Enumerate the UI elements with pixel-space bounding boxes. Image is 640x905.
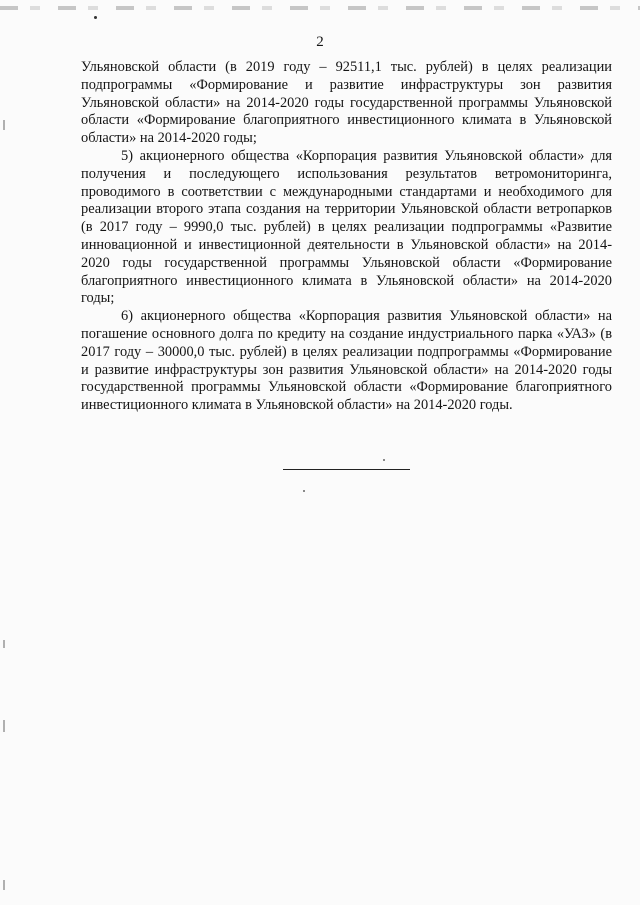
scan-edge-mark	[3, 720, 5, 732]
paragraph-item-6: 6) акционерного общества «Корпорация развития Ульяновской области» на погашение основного долга по кредиту на создание индустриального парка «УАЗ» (в 2017 году – 30000,0 тыс. рублей) в целях реализации подпрограммы «Формирование и развитие инфраструктуры зон развития Ульяновской области» на 2014-2020 годы государственной программы Ульяновской области «Формирование благоприятного инвестиционного климата в Ульяновской области» на 2014-2020 годы.	[81, 308, 612, 414]
paragraph-continuation: Ульяновской области (в 2019 году – 92511,1 тыс. рублей) в целях реализации подпрограммы «Формирование и развитие инфраструктуры зон развития Ульяновской области» на 2014-2020 годы государственной программы Ульяновской области «Формирование благоприятного инвестиционного климата в Ульяновской области» на 2014-2020 годы;	[81, 59, 612, 147]
document-body	[81, 59, 612, 415]
scan-edge-mark	[3, 880, 5, 890]
scan-speck	[94, 16, 97, 19]
scan-edge-mark	[3, 640, 5, 648]
page-number: 2	[316, 34, 324, 50]
scan-edge-artifact	[0, 6, 640, 10]
scan-speck	[303, 490, 305, 492]
scan-speck	[383, 459, 385, 461]
scan-edge-mark	[3, 120, 5, 130]
paragraph-item-5: 5) акционерного общества «Корпорация развития Ульяновской области» для получения и последующего использования результатов ветромониторинга, проводимого в соответствии с международными стандартами и необходимого для реализации второго этапа создания на территории Ульяновской области ветропарков (в 2017 году – 9990,0 тыс. рублей) в целях реализации подпрограммы «Развитие инновационной и инвестиционной деятельности в Ульяновской области» на 2014-2020 годы государственной программы Ульяновской области «Формирование благоприятного инвестиционного климата в Ульяновской области» на 2014-2020 годы;	[81, 147, 612, 307]
closing-separator-line	[283, 469, 410, 470]
